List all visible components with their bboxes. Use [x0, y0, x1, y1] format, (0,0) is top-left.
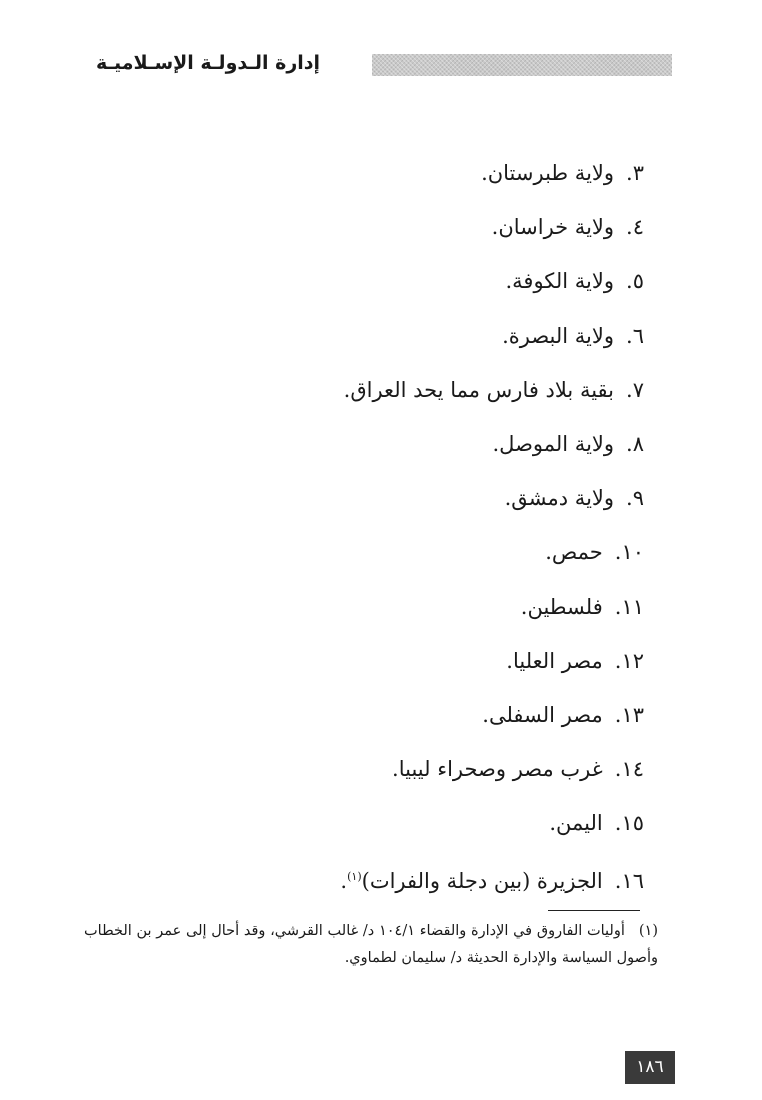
- list-item: [284, 525, 644, 579]
- list-item: [284, 634, 644, 688]
- item-number: ١٥.: [614, 811, 644, 836]
- item-number: ١٦.: [614, 869, 644, 894]
- item-text: ولاية خراسان.: [491, 215, 615, 240]
- item-number: ١١.: [614, 594, 644, 619]
- item-text: ولاية الكوفة.: [505, 269, 615, 294]
- list-item: [284, 417, 644, 471]
- list-item: [284, 363, 644, 417]
- item-text: حمص.: [545, 540, 603, 565]
- item-text: مصر السفلى.: [482, 702, 603, 727]
- item-text: ولاية الموصل.: [492, 431, 615, 456]
- footnote-divider: [548, 910, 640, 911]
- item-number: ٧.: [626, 377, 644, 402]
- footnote-number: (١): [638, 923, 659, 939]
- list-item: [284, 742, 644, 796]
- item-text: ولاية دمشق.: [504, 486, 615, 511]
- item-number: ٦.: [626, 323, 644, 348]
- footnote-text: أوليات الفاروق في الإدارة والقضاء ١٠٤/١ د/ غالب القرشي، وقد أحال إلى عمر بن الخطاب وأصول السياسة والإدارة الحديثة د/ سليمان لطماوي.: [84, 923, 658, 966]
- item-number: ٤.: [626, 215, 644, 240]
- item-number: ٣.: [626, 161, 644, 185]
- list-item: [284, 471, 644, 525]
- item-text: الجزيرة (بين دجلة والفرات): [361, 869, 603, 894]
- page-number: ١٨٦: [625, 1051, 675, 1084]
- item-number: ١٤.: [614, 757, 644, 782]
- item-text: اليمن.: [549, 811, 603, 836]
- item-text: بقية بلاد فارس مما يحد العراق.: [343, 377, 615, 402]
- item-number: ٨.: [626, 431, 644, 456]
- item-text: مصر العليا.: [506, 648, 603, 673]
- list-item: [284, 796, 644, 850]
- item-number: ١٢.: [614, 648, 644, 673]
- running-header-title: إدارة الـدولـة الإسـلاميـة: [96, 52, 321, 74]
- item-tail: .: [340, 869, 348, 894]
- item-number: ١٠.: [614, 540, 644, 565]
- item-number: ١٣.: [614, 702, 644, 727]
- footnote-reference[interactable]: (١): [347, 870, 362, 884]
- item-text: فلسطين.: [520, 594, 603, 619]
- footnote: [84, 918, 658, 972]
- list-item: [284, 309, 644, 363]
- item-text: ولاية طبرستان.: [481, 161, 615, 185]
- item-text: ولاية البصرة.: [502, 323, 615, 348]
- item-text: غرب مصر وصحراء ليبيا.: [392, 757, 603, 782]
- list-item: [284, 580, 644, 634]
- list-item: [284, 850, 644, 904]
- list-item: [284, 200, 644, 254]
- list-item: [284, 146, 644, 200]
- list-item: [284, 254, 644, 308]
- list-item: [284, 688, 644, 742]
- item-number: ٥.: [626, 269, 644, 294]
- item-number: ٩.: [626, 486, 644, 511]
- header-decorative-band: [372, 54, 672, 76]
- provinces-list: [284, 146, 644, 905]
